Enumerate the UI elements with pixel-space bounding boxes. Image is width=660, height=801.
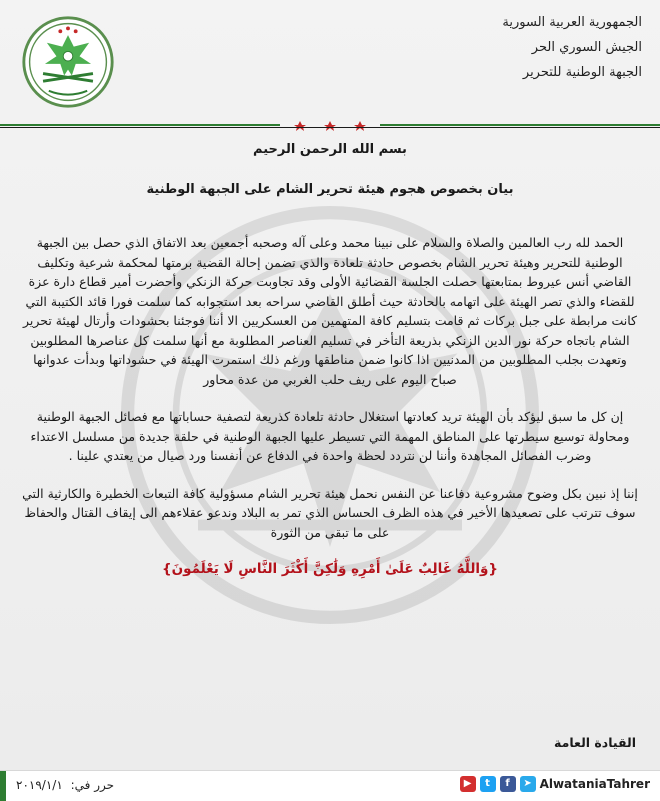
paragraph-1: الحمد لله رب العالمين والصلاة والسلام على نبينا محمد وعلى آله وصحبه أجمعين بعد الاتفاق الذي حصل بين الجبهة الوطنية للتحرير وهيئة تحرير الشام بخصوص حادثة تلعادة والذي تضمن إحالة القضية برمتها لمحكمة شرعية وتكليف القاضي أنس عيروط بمتابعتها حصلت الجلسة القضائية الأولى وقد تجاوبت حركة الزنكي وأحضرت أمير قطاع دارة عزة للقضاء والذي تصر الهيئة على اتهامه بالحادثة حيث أطلق القاضي سراحه بعد استجوابه كما سلمت فورا قائد الكتيبة التي كانت مرابطة على جبل بركات ثم قامت بتسليم كافة المتهمين من العسكريين الا أننا فوجئنا بحشودات وأرتال لهيئة تحرير الشام باتجاه حركة نور الدين الزنكي بذريعة التأخر في تسليم العناصر المطلوبة مع أنها سلمت كل عناصرها المطلوبين وتعهدت بجلب المطلوبين من المدنيين اذا كانوا ضمن مناطقها ورغم ذلك استمرت الهيئة في حشوداتها وبدأت عدوانها صباح اليوم على ريف حلب الغربي من عدة محاور xyxy=(23,235,637,387)
date-value: ٢٠١٩/١/١ xyxy=(16,778,63,792)
national-front-logo xyxy=(20,14,116,110)
footer-accent xyxy=(0,771,6,801)
header-army: الجيش السوري الحر xyxy=(531,40,642,55)
header-country: الجمهورية العربية السورية xyxy=(502,15,642,30)
facebook-icon[interactable]: f xyxy=(500,776,516,792)
social-handle[interactable]: AlwataniaTahrer xyxy=(539,777,650,791)
footer-social xyxy=(460,776,650,792)
paragraph-2: إن كل ما سبق ليؤكد بأن الهيئة تريد كعادتها استغلال حادثة تلعادة كذريعة لتصفية حساباتها مع فصائل الجبهة الوطنية ومحاولة توسيع سيطرتها على المناطق المهمة التي تسيطر عليها الجبهة الوطنية في حلقة جديدة من مسلسل الاعتداء وضرب الفصائل المجاهدة وأننا لن نتردد لحظة واحدة في الدفاع عن أنفسنا ورد صيال من يعتدي علينا . xyxy=(30,409,630,463)
youtube-icon[interactable]: ▶ xyxy=(460,776,476,792)
header-divider xyxy=(0,117,660,133)
header-front: الجبهة الوطنية للتحرير xyxy=(522,65,642,80)
paragraph-3: إننا إذ نبين بكل وضوح مشروعية دفاعنا عن النفس نحمل هيئة تحرير الشام مسؤولية كافة التبعات الخطيرة والكارثية التي سوف تترتب على تصعيدها الأخير في هذه الظرف الحساس الذي تمر به البلاد وندعو عقلاءهم الى إيقاف القتال والحفاظ على ما تبقى من الثورة xyxy=(22,485,638,540)
footer-date xyxy=(12,778,114,792)
date-label: حرر في: xyxy=(70,778,115,792)
quran-verse: {وَاللَّهُ غَالِبٌ عَلَىٰ أَمْرِهِ وَلَٰكِنَّ أَكْثَرَ النَّاسِ لَا يَعْلَمُونَ} xyxy=(161,561,499,577)
statement-title: بيان بخصوص هجوم هيئة تحرير الشام على الجبهة الوطنية xyxy=(146,181,514,197)
signature-general-command: القيادة العامة xyxy=(554,735,636,750)
statement-body xyxy=(20,140,640,580)
telegram-icon[interactable]: ➤ xyxy=(520,776,536,792)
footer-bar xyxy=(0,770,660,801)
twitter-icon[interactable]: t xyxy=(480,776,496,792)
basmala: بسم الله الرحمن الرحيم xyxy=(253,142,407,157)
header-org-lines xyxy=(502,10,642,85)
